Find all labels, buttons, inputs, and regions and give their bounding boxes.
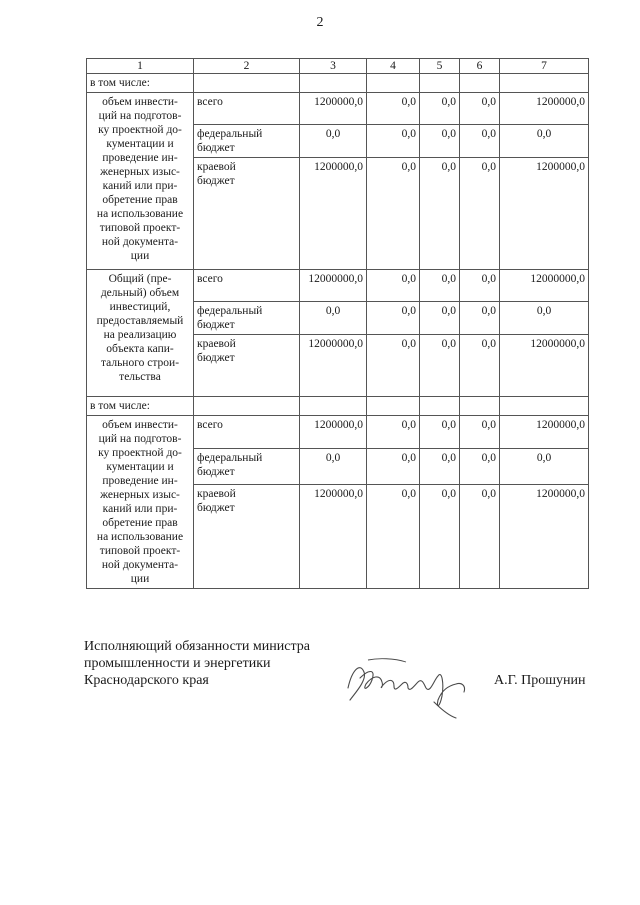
investment-table	[86, 58, 589, 589]
value-cell: 0,0	[460, 158, 500, 270]
empty-cell	[194, 74, 300, 93]
value-cell: 0,0	[300, 125, 367, 158]
position-line-1: Исполняющий обязанности министра	[84, 639, 310, 654]
value-cell: 0,0	[460, 125, 500, 158]
value-cell: 12000000,0	[500, 270, 589, 302]
header-cell: 4	[367, 59, 420, 74]
funding-source-cell: краевой бюджет	[194, 158, 300, 270]
empty-cell	[300, 397, 367, 416]
signer-name: А.Г. Прошунин	[494, 673, 586, 688]
value-cell: 0,0	[500, 125, 589, 158]
funding-source-cell: краевой бюджет	[194, 485, 300, 589]
table-row	[87, 270, 589, 302]
value-cell: 0,0	[460, 270, 500, 302]
value-cell: 0,0	[367, 335, 420, 397]
empty-cell	[460, 397, 500, 416]
table-header-row	[87, 59, 589, 74]
value-cell: 12000000,0	[300, 335, 367, 397]
value-cell: 1200000,0	[300, 416, 367, 449]
header-cell: 7	[500, 59, 589, 74]
value-cell: 12000000,0	[500, 335, 589, 397]
funding-source-cell: федеральный бюджет	[194, 448, 300, 485]
table-row	[87, 93, 589, 125]
table-row	[87, 74, 589, 93]
value-cell: 0,0	[460, 93, 500, 125]
value-cell: 0,0	[367, 302, 420, 335]
value-cell: 1200000,0	[300, 93, 367, 125]
header-cell: 5	[420, 59, 460, 74]
page-number: 2	[316, 15, 324, 30]
value-cell: 0,0	[500, 448, 589, 485]
indicator-name-cell: объем инвести- ций на подготов- ку проектной до- кументации и проведение ин- женерных изыс- каний или при- обретение прав на использование типовой проект- ной документа- ции	[87, 416, 194, 589]
signatory-position	[84, 638, 310, 689]
header-cell: 2	[194, 59, 300, 74]
empty-cell	[367, 74, 420, 93]
value-cell: 0,0	[460, 302, 500, 335]
value-cell: 0,0	[420, 485, 460, 589]
value-cell: 1200000,0	[500, 416, 589, 449]
value-cell: 0,0	[367, 416, 420, 449]
value-cell: 0,0	[420, 302, 460, 335]
value-cell: 1200000,0	[300, 485, 367, 589]
note-cell: в том числе:	[87, 397, 194, 416]
empty-cell	[367, 397, 420, 416]
value-cell: 0,0	[500, 302, 589, 335]
value-cell: 0,0	[367, 125, 420, 158]
empty-cell	[460, 74, 500, 93]
funding-source-cell: всего	[194, 416, 300, 449]
value-cell: 1200000,0	[500, 158, 589, 270]
header-cell: 3	[300, 59, 367, 74]
empty-cell	[500, 397, 589, 416]
indicator-name-cell: Общий (пре- дельный) объем инвестиций, предоставляемый на реализацию объекта капи- тального строи- тельства	[87, 270, 194, 397]
value-cell: 0,0	[460, 416, 500, 449]
header-cell: 6	[460, 59, 500, 74]
empty-cell	[420, 74, 460, 93]
value-cell: 0,0	[420, 416, 460, 449]
value-cell: 0,0	[367, 448, 420, 485]
table-row	[87, 397, 589, 416]
value-cell: 0,0	[367, 270, 420, 302]
value-cell: 0,0	[300, 448, 367, 485]
funding-source-cell: всего	[194, 270, 300, 302]
value-cell: 0,0	[367, 485, 420, 589]
value-cell: 0,0	[420, 335, 460, 397]
value-cell: 0,0	[420, 448, 460, 485]
funding-source-cell: краевой бюджет	[194, 335, 300, 397]
position-line-3: Краснодарского края	[84, 673, 209, 688]
value-cell: 0,0	[367, 93, 420, 125]
value-cell: 0,0	[460, 485, 500, 589]
handwritten-signature	[338, 640, 488, 735]
table-row	[87, 416, 589, 449]
empty-cell	[300, 74, 367, 93]
value-cell: 0,0	[420, 158, 460, 270]
empty-cell	[500, 74, 589, 93]
funding-source-cell: федеральный бюджет	[194, 125, 300, 158]
note-cell: в том числе:	[87, 74, 194, 93]
value-cell: 0,0	[460, 335, 500, 397]
value-cell: 1200000,0	[500, 485, 589, 589]
value-cell: 0,0	[420, 270, 460, 302]
funding-source-cell: всего	[194, 93, 300, 125]
value-cell: 0,0	[420, 125, 460, 158]
indicator-name-cell: объем инвести- ций на подготов- ку проектной до- кументации и проведение ин- женерных изыс- каний или при- обретение прав на использование типовой проект- ной документа- ции	[87, 93, 194, 270]
value-cell: 0,0	[300, 302, 367, 335]
funding-source-cell: федеральный бюджет	[194, 302, 300, 335]
value-cell: 1200000,0	[500, 93, 589, 125]
value-cell: 0,0	[460, 448, 500, 485]
empty-cell	[420, 397, 460, 416]
header-cell: 1	[87, 59, 194, 74]
value-cell: 1200000,0	[300, 158, 367, 270]
empty-cell	[194, 397, 300, 416]
value-cell: 12000000,0	[300, 270, 367, 302]
value-cell: 0,0	[420, 93, 460, 125]
position-line-2: промышленности и энергетики	[84, 656, 271, 671]
value-cell: 0,0	[367, 158, 420, 270]
